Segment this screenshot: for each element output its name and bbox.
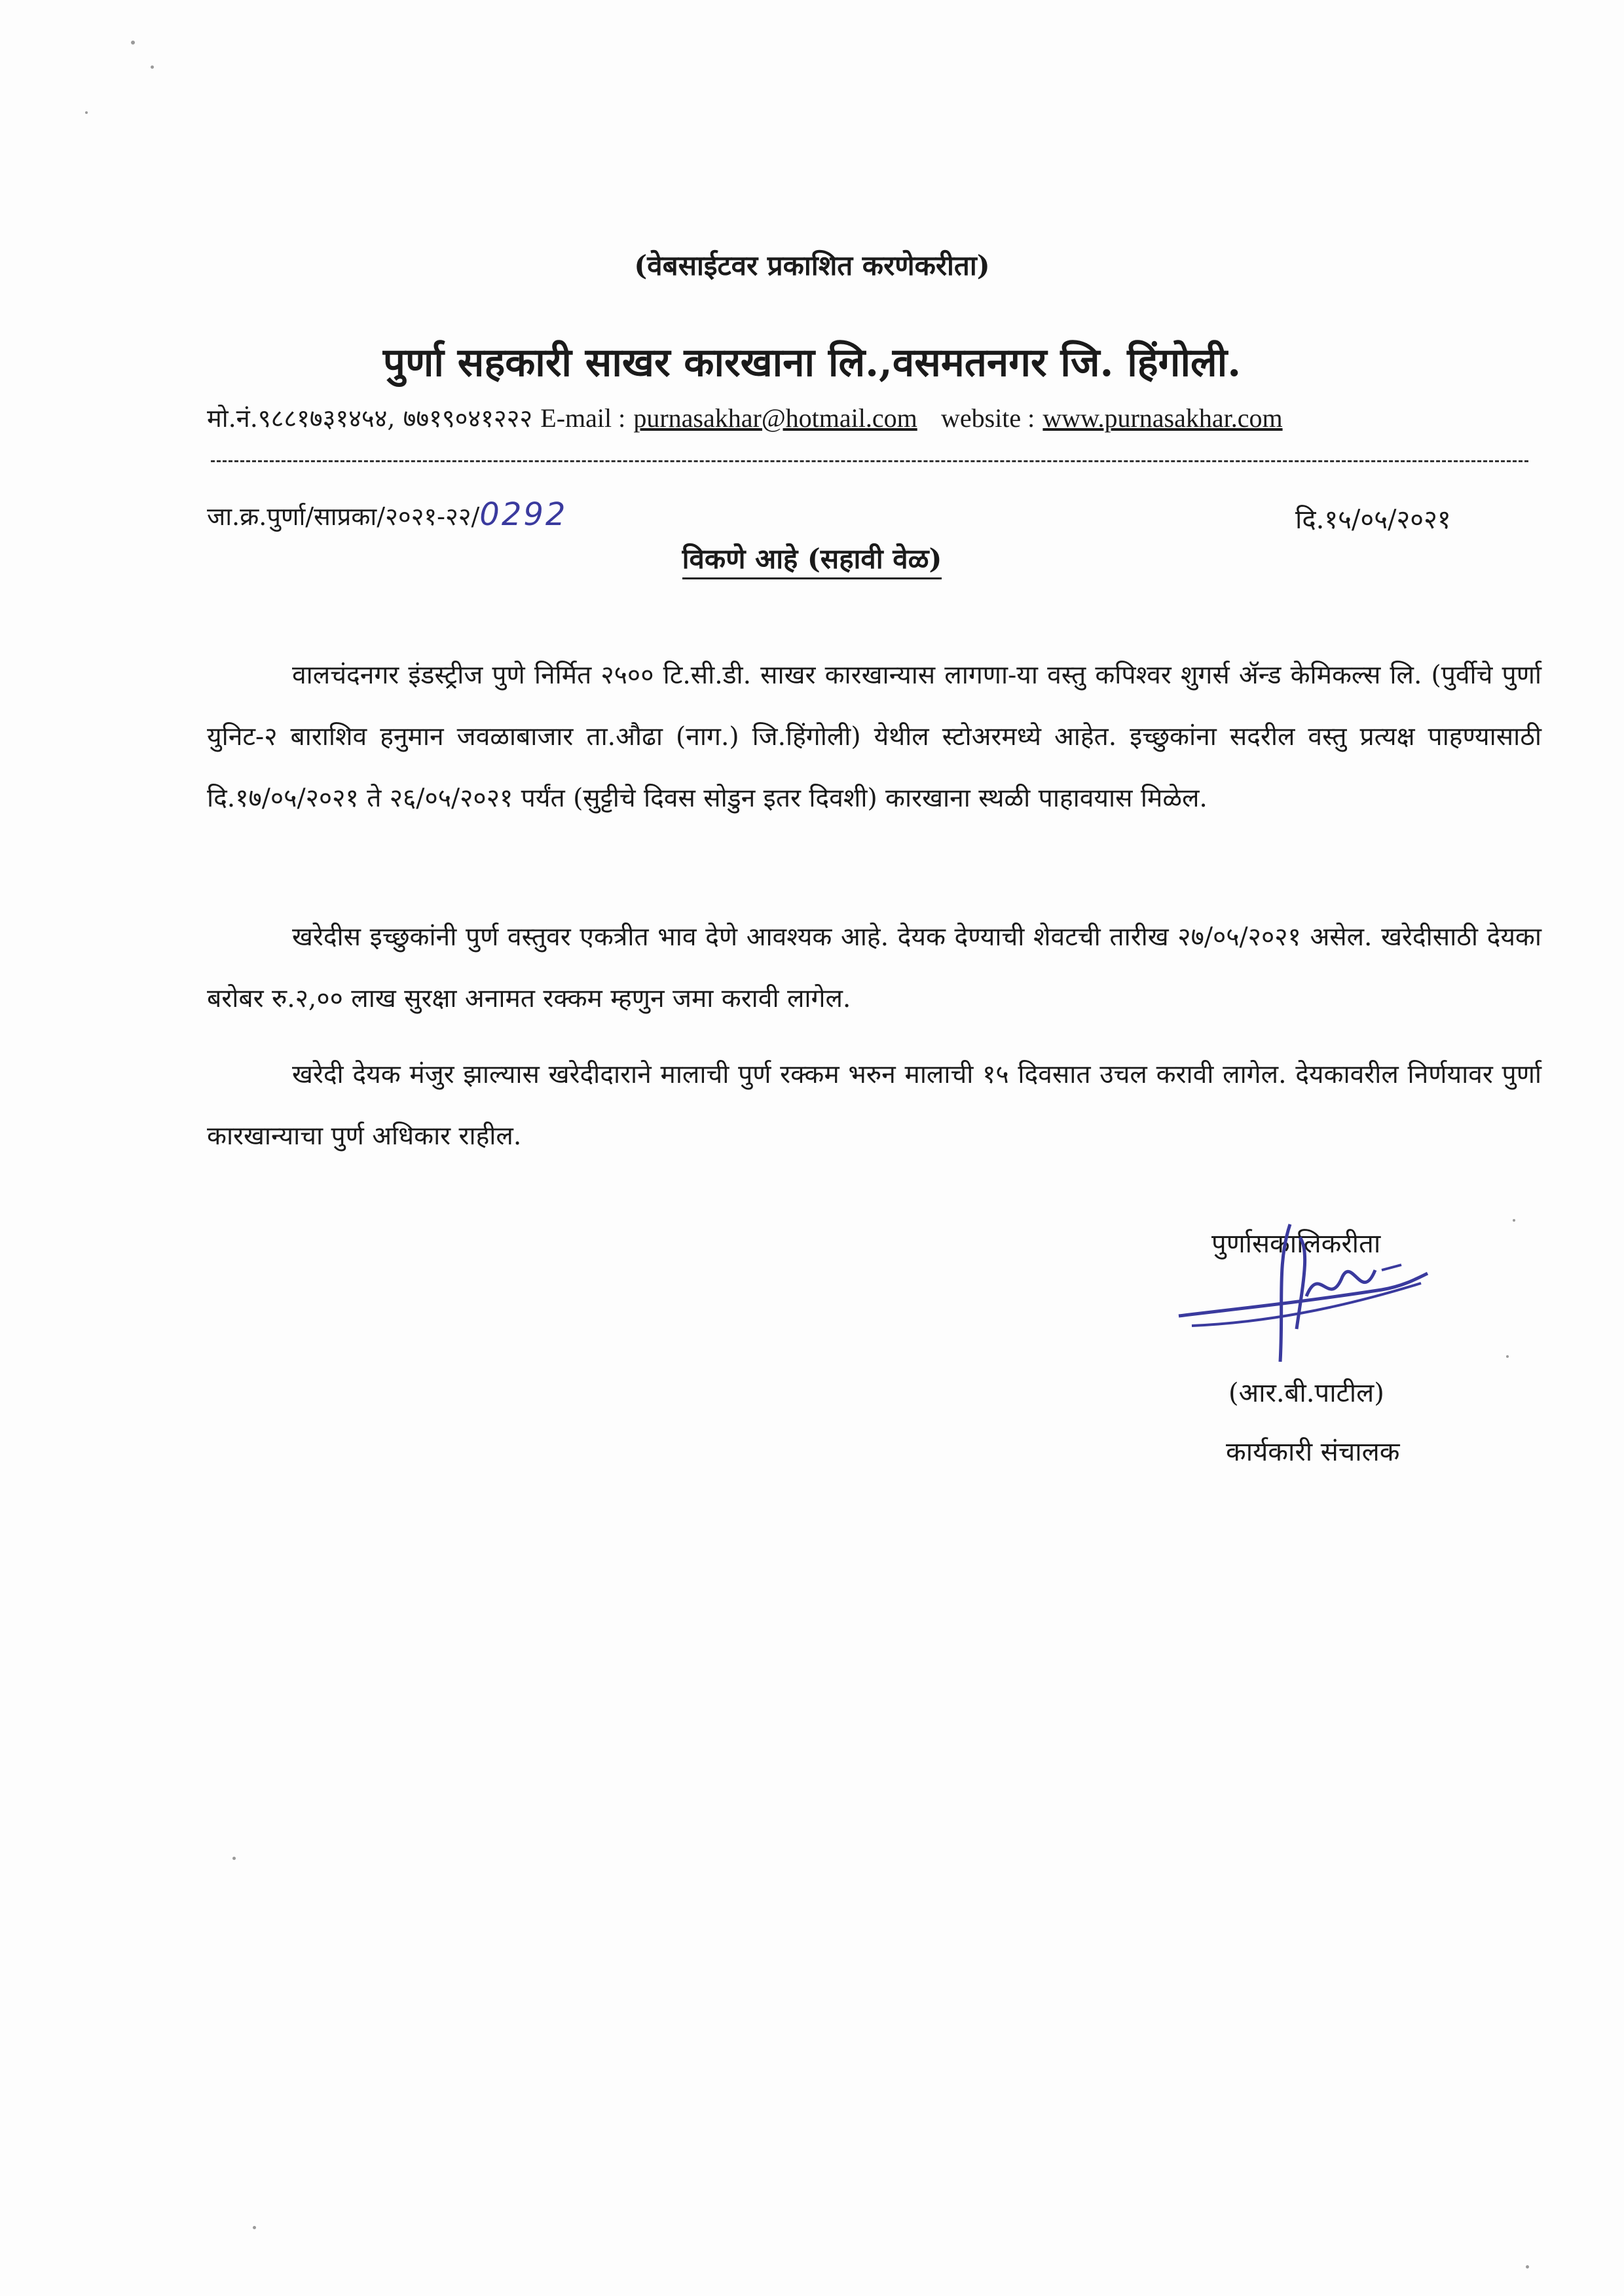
subject-heading xyxy=(0,539,1624,577)
scan-speck xyxy=(232,1857,236,1860)
scan-speck xyxy=(253,2226,256,2229)
body-paragraph: खरेदीस इच्छुकांनी पुर्ण वस्तुवर एकत्रीत भाव देणे आवश्यक आहे. देयक देण्याची शेवटची तारीख २७/०५/२०२१ असेल. खरेदीसाठी देयका बरोबर रु.२,०० लाख सुरक्षा अनामत रक्कम म्हणुन जमा करावी लागेल. xyxy=(207,922,1541,1013)
scan-speck xyxy=(85,111,88,114)
body-paragraph: खरेदी देयक मंजुर झाल्यास खरेदीदाराने मालाची पुर्ण रक्कम भरुन मालाची १५ दिवसात उचल करावी लागेल. देयकावरील निर्णयावर पुर्णा कारखान्याचा पुर्ण अधिकार राहील. xyxy=(207,1060,1541,1151)
subject-text: विकणे आहे (सहावी वेळ) xyxy=(682,543,942,579)
website-link[interactable]: www.purnasakhar.com xyxy=(1043,403,1283,433)
scan-speck xyxy=(1526,2265,1529,2269)
email-link[interactable]: purnasakhar@hotmail.com xyxy=(633,403,917,433)
scan-speck xyxy=(1506,1355,1509,1358)
signatory-name: (आर.बी.पाटील) xyxy=(1228,1378,1384,1408)
signatory-designation: कार्यकारी संचालक xyxy=(1226,1437,1400,1467)
contact-line xyxy=(207,401,1283,435)
web-publication-note: (वेबसाईटवर प्रकाशित करणेकरीता) xyxy=(634,249,990,282)
signatory-for-line: पुर्णासकालिकरीता xyxy=(1211,1229,1381,1259)
scan-speck xyxy=(131,41,135,45)
scan-speck xyxy=(1513,1219,1515,1222)
handwritten-reference-number: 0292 xyxy=(479,496,568,533)
website-label: website : xyxy=(940,403,1035,433)
phone-numbers: मो.नं.९८८१७३१४५४, ७७१९०४१२२२ xyxy=(207,404,533,433)
handwritten-signature xyxy=(1166,1211,1467,1368)
letter-date: दि.१५/०५/२०२१ xyxy=(1295,505,1451,535)
company-name-heading: पुर्णा सहकारी साखर कारखाना लि.,वसमतनगर जि. हिंगोली. xyxy=(382,340,1242,386)
reference-prefix: जा.क्र.पुर्णा/साप्रका/२०२१-२२/ xyxy=(207,502,480,531)
body-paragraph: वालचंदनगर इंडस्ट्रीज पुणे निर्मित २५०० टि.सी.डी. साखर कारखान्यास लागणा-या वस्तु कपिश्वर शुगर्स ॲन्ड केमिकल्स लि. (पुर्वीचे पुर्णा युनिट-२ बाराशिव हनुमान जवळाबाजार ता.औढा (नाग.) जि.हिंगोली) येथील स्टोअरमध्ये आहेत. इच्छुकांना सदरील वस्तु प्रत्यक्ष पाहण्यासाठी दि.१७/०५/२०२१ ते २६/०५/२०२१ पर्यंत (सुट्टीचे दिवस सोडुन इतर दिवशी) कारखाना स्थळी पाहावयास मिळेल. xyxy=(207,661,1541,813)
scan-speck xyxy=(151,65,154,69)
email-label: E-mail : xyxy=(540,403,626,433)
header-divider xyxy=(211,460,1528,462)
reference-number xyxy=(207,496,567,533)
